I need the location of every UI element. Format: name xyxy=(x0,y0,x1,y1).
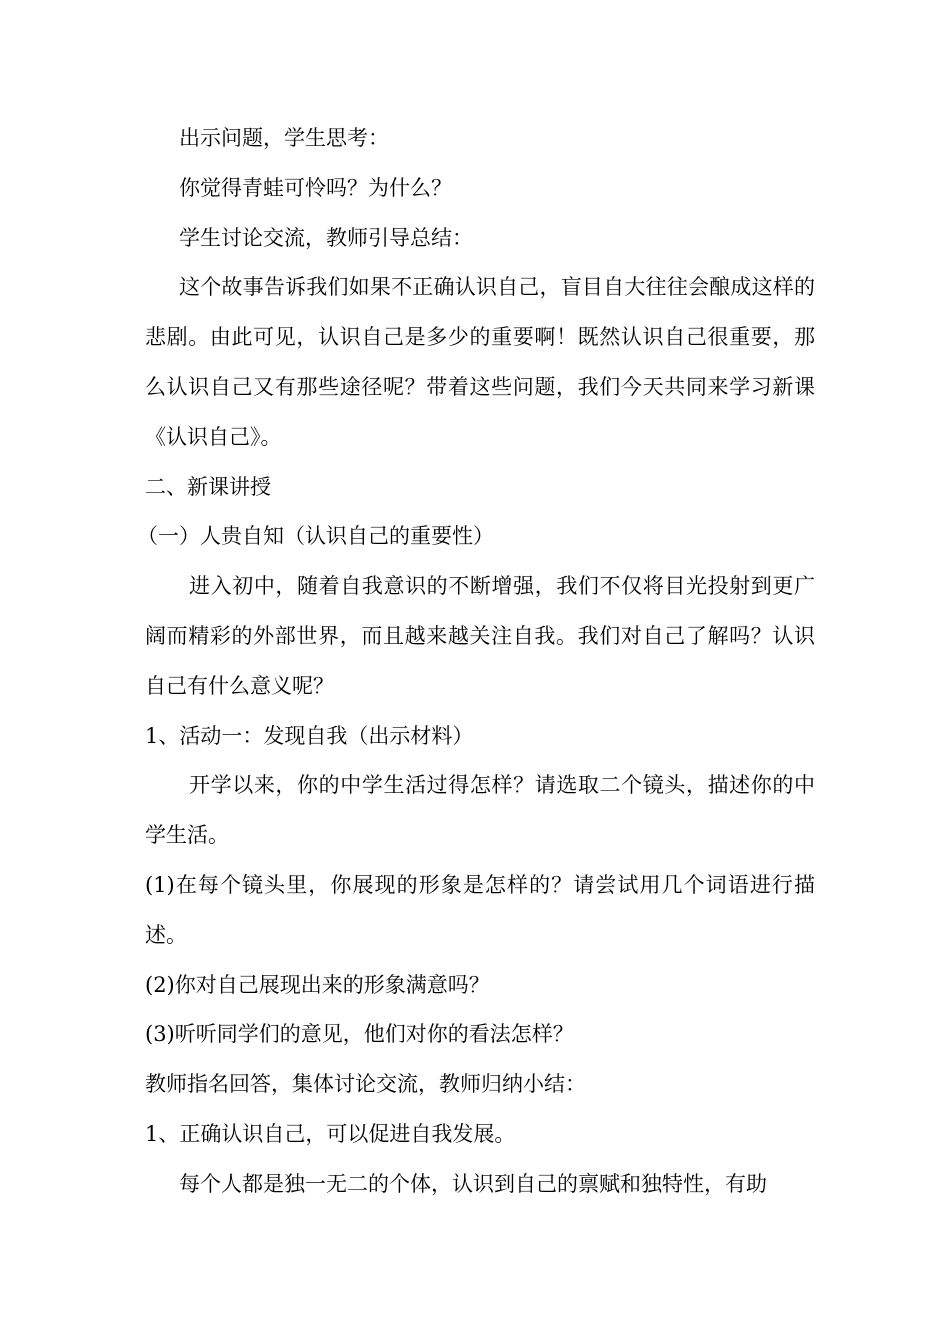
question-item-1: (1)在每个镜头里，你展现的形象是怎样的？请尝试用几个词语进行描述。 xyxy=(145,872,815,947)
section-heading-new-lesson: 二、新课讲授 xyxy=(145,474,271,499)
point-heading-1: 1、正确认识自己，可以促进自我发展。 xyxy=(145,1121,516,1146)
paragraph-show-question: 出示问题，学生思考： xyxy=(179,126,389,150)
paragraph-story-lesson: 这个故事告诉我们如果不正确认识自己，盲目自大往往会酿成这样的悲剧。由此可见，认识自己是多少的重要啊！既然认识自己很重要，那么认识自己又有那些途径呢？带着这些问题，我们今天共同来学习新课《认识自己》。 xyxy=(145,275,815,449)
paragraph-teacher-summary: 教师指名回答，集体讨论交流，教师归纳小结： xyxy=(145,1072,586,1097)
activity-heading-discover-self: 1、活动一：发现自我（出示材料） xyxy=(145,723,474,748)
question-item-3: (3)听听同学们的意见，他们对你的看法怎样？ xyxy=(145,1022,574,1047)
paragraph-activity-prompt: 开学以来，你的中学生活过得怎样？请选取二个镜头，描述你的中学生活。 xyxy=(145,773,815,848)
question-item-2: (2)你对自己展现出来的形象满意吗？ xyxy=(145,972,490,997)
subsection-heading-self-knowledge: （一）人贵自知（认识自己的重要性） xyxy=(137,524,494,549)
paragraph-junior-high: 进入初中，随着自我意识的不断增强，我们不仅将目光投射到更广阔而精彩的外部世界，而且越来越关注自我。我们对自己了解吗？认识自己有什么意义呢？ xyxy=(145,574,815,698)
paragraph-discussion: 学生讨论交流，教师引导总结： xyxy=(179,225,473,250)
document-body xyxy=(137,114,815,1210)
paragraph-question: 你觉得青蛙可怜吗？为什么？ xyxy=(179,175,452,200)
paragraph-unique-individual: 每个人都是独一无二的个体，认识到自己的禀赋和独特性，有助 xyxy=(179,1171,767,1196)
